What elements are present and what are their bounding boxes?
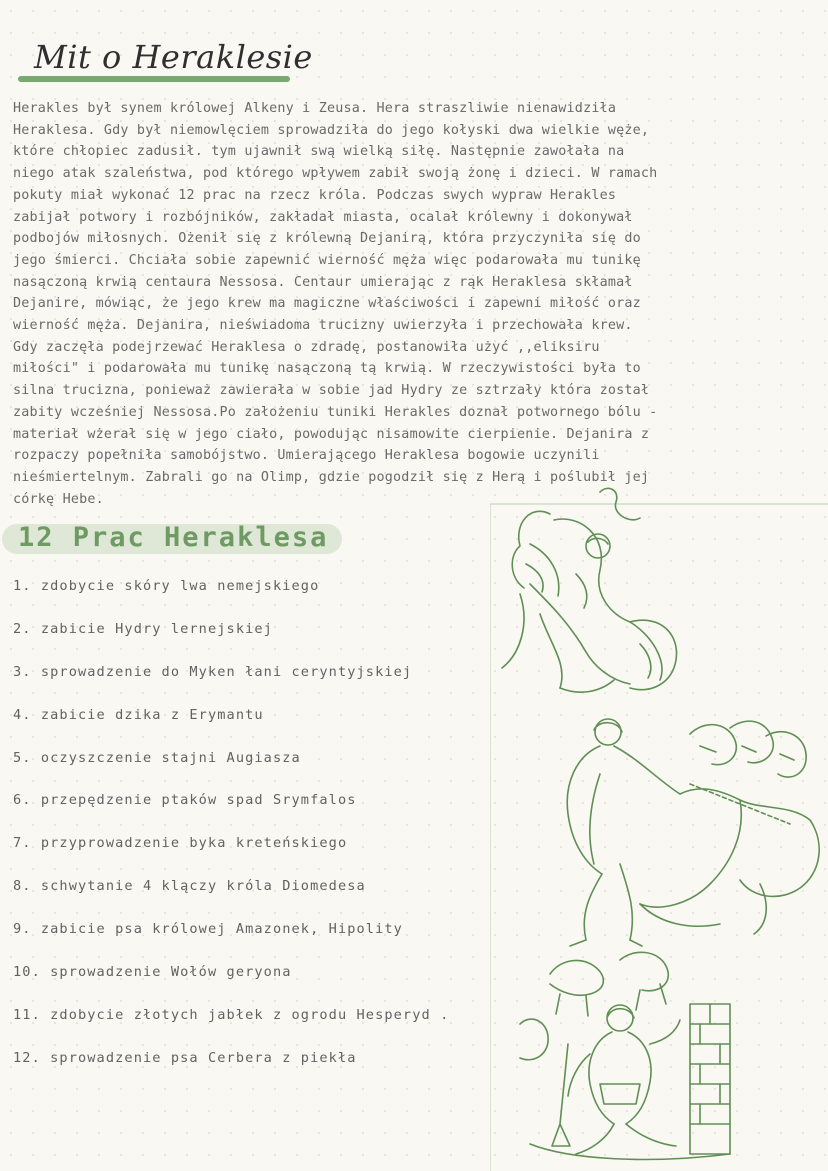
story-line: jego śmierci. Chciała sobie zapewnić wierność męża więc podarowała mu tunikę xyxy=(13,252,641,268)
story-line: materiał wżerał się w jego ciało, powodując nisamowite cierpienie. Dejanira z xyxy=(13,426,650,442)
section-heading: 12 Prac Heraklesa xyxy=(18,522,329,553)
story-line: pokuty miał wykonać 12 prac na rzecz króla. Podczas swych wypraw Herakles xyxy=(13,187,617,203)
story-line: Gdy zaczęła podejrzewać Heraklesa o zdradę, postanowiła użyć ,,eliksiru xyxy=(13,339,600,355)
heracles-stables-sketch-icon xyxy=(520,952,730,1159)
story-line: silna trucizna, ponieważ zawierała w sobie jad Hydry ze sztrzały która został xyxy=(13,383,650,399)
labor-item: 11. zdobycie złotych jabłek z ogrodu Hesperyd . xyxy=(13,1006,450,1023)
labor-item: 12. sprowadzenie psa Cerbera z piekła xyxy=(13,1049,357,1066)
labor-item: 4. zabicie dzika z Erymantu xyxy=(13,706,264,723)
story-line: niego atak szaleństwa, pod którego wpływem zabił swoją żonę i dzieci. W ramach xyxy=(13,166,658,182)
story-line: Herakles był synem królowej Alkeny i Zeusa. Hera straszliwie nienawidziła xyxy=(13,101,617,116)
labor-item: 2. zabicie Hydry lernejskiej xyxy=(13,620,273,637)
labor-item: 8. schwytanie 4 klączy króla Diomedesa xyxy=(13,878,366,895)
story-line: które chłopiec zadusił. tym ujawnił swą wielką siłę. Następnie zawołała na xyxy=(13,144,625,160)
story-line: Heraklesa. Gdy był niemowlęciem sprowadziła do jego kołyski dwa wielkie węże, xyxy=(13,122,650,138)
labor-item: 6. przepędzenie ptaków spad Srymfalos xyxy=(13,792,357,809)
illustration-column xyxy=(490,484,828,1171)
story-line: zabity wcześniej Nessosa.Po założeniu tuniki Herakles doznał potwornego bólu - xyxy=(13,404,658,420)
story-text xyxy=(13,98,813,510)
title-underline xyxy=(18,76,290,82)
story-line: Dejanire, mówiąc, że jego krew ma magiczne właściwości i zapewni miłość oraz xyxy=(13,296,641,312)
labor-item: 9. zabicie psa królowej Amazonek, Hipolity xyxy=(13,921,403,938)
heracles-cerberus-sketch-icon xyxy=(567,719,819,946)
labor-item: 7. przyprowadzenie byka kreteńskiego xyxy=(13,835,348,852)
story-line: miłości" i podarowała mu tunikę nasączoną tą krwią. W rzeczywistości była to xyxy=(13,361,641,377)
story-line: nieśmiertelnym. Zabrali go na Olimp, gdzie pogodził się z Herą i poślubił jej xyxy=(13,469,650,485)
labor-item: 5. oczyszczenie stajni Augiasza xyxy=(13,749,301,766)
story-line: córkę Hebe. xyxy=(13,491,104,507)
labors-list xyxy=(13,574,449,1089)
story-line: podbojów miłosnych. Ożenił się z królewną Dejanirą, która przyczyniła się do xyxy=(13,231,641,247)
story-line: wierność męża. Dejanira, nieświadoma trucizny uwierzyła i przechowała krew. xyxy=(13,318,633,334)
labor-item: 3. sprowadzenie do Myken łani ceryntyjskiej xyxy=(13,663,413,680)
story-line: nasączoną krwią centaura Nessosa. Centaur umierając z rąk Heraklesa skłamał xyxy=(13,274,633,290)
heracles-lion-sketch-icon xyxy=(502,488,677,692)
story-line: rozpaczy popełniła samobójstwo. Umierającego Heraklesa bogowie uczynili xyxy=(13,448,600,464)
story-line: zabijał potwory i rozbójników, zakładał miasta, ocalał królewny i dokonywał xyxy=(13,209,633,225)
labor-item: 10. sprowadzenie Wołów geryona xyxy=(13,964,292,981)
labor-item: 1. zdobycie skóry lwa nemejskiego xyxy=(13,578,320,594)
illustrations-sketch xyxy=(490,484,828,1171)
section-heading-highlight xyxy=(2,524,342,554)
page-title: Mit o Heraklesie xyxy=(34,38,313,76)
title-block xyxy=(18,38,313,86)
